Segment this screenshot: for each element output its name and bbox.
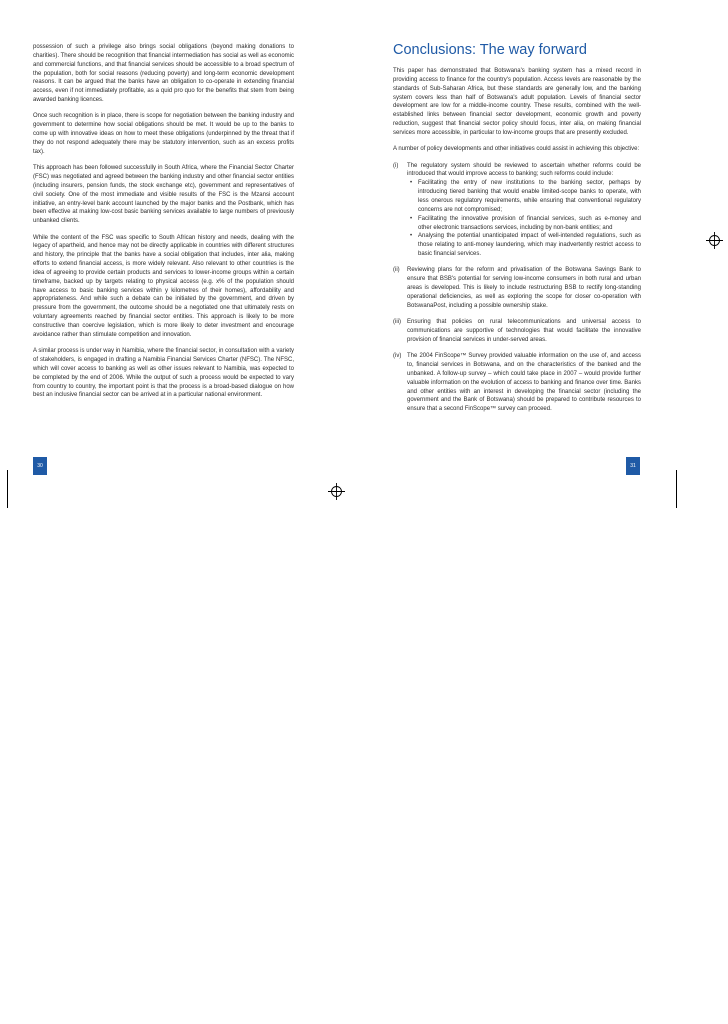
- recommendation-item: [393, 266, 641, 310]
- section-heading: Conclusions: The way forward: [393, 42, 587, 58]
- recommendation-item: [393, 318, 641, 345]
- item-text: Ensuring that policies on rural telecommunications and universal access to communications are supportive of technologies that would facilitate the innovative provision of financial services in under-served areas.: [407, 319, 641, 343]
- bullet-item: • Facilitating the entry of new institutions to the banking sector, perhaps by introducing tiered banking that would enable limited-scope banks to operate, with less onerous regulatory requirements, while ensuring that conventional regulatory concerns are not compromised;: [407, 179, 641, 214]
- crop-mark-left: [7, 470, 8, 508]
- registration-mark-bottom-icon: [328, 483, 345, 500]
- left-paragraph-3: This approach has been followed successfully in South Africa, where the Financial Sector Charter (FSC) was negotiated and agreed between the banking industry and other financial sector entities (including insurers, pension funds, the stock exchange etc), government and representatives of civil society. One of the most immediate and visible results of the FSC is the Mzansi account initiative, an entry-level bank account launched by the major banks and the Postbank, which has been effective at making low-cost basic banking services available to large numbers of previously unbanked clients.: [33, 165, 294, 225]
- page-number-left: 30: [33, 457, 47, 475]
- left-page-text: [33, 43, 294, 408]
- item-numeral: (i): [393, 162, 399, 169]
- recommendation-item: [393, 162, 641, 259]
- left-paragraph-2: Once such recognition is in place, there is scope for negotiation between the banking industry and government to determine how social obligations should be met. It would be up to the banks to come up with innovative ideas on how to meet these obligations (underpinned by the threat that if they do not respond adequately there may be statutory intervention, such as an excess profits tax).: [33, 113, 294, 155]
- bullet-item: • Analysing the potential unanticipated impact of well-intended regulations, such as those relating to anti-money laundering, which may inadvertently restrict access to basic financial services.: [407, 232, 641, 259]
- right-paragraph-1: This paper has demonstrated that Botswana's banking system has a mixed record in providing access to finance for the country's population. Access levels are reasonable by the standards of Sub-Saharan Africa, but these standards are generally low, and the banking system covers less than half of Botswana's adult population. Levels of financial sector development are low for a middle-income country. These results, combined with the well-established links between financial sector development, economic growth and poverty reduction, suggest that financial sector policy should focus, inter alia, on making financial services more accessible, in particular to low-income groups that are presently excluded.: [393, 68, 641, 136]
- page-number-right: 31: [626, 457, 640, 475]
- left-paragraph-4: While the content of the FSC was specific to South African history and needs, dealing with the legacy of apartheid, and hence may not be directly applicable in countries with different structures and history, the principle that the banks have a social obligation that includes, inter alia, making efforts to extend financial access, is more widely relevant. Also relevant to other countries is the idea of agreeing to provide certain products and services to lower-income groups within a certain timeframe, backed up by targets relating to physical access (e.g. x% of the population should have access to basic banking services within y kilometres of their homes), affordability and appropriateness. And while such a debate can be initiated by the government, and driven by pressure from the government, the outcome should be a negotiated one that ultimately rests on voluntary agreements reached by financial sector entities. This approach is likely to be more constructive than coercive legislation, which is more likely to deter investment and encourage avoidance rather than stimulate competition and innovation.: [33, 234, 294, 338]
- right-page-text: [393, 67, 641, 422]
- bullet-list: [407, 179, 641, 259]
- right-paragraph-2: A number of policy developments and other initiatives could assist in achieving this objective:: [393, 146, 640, 153]
- crop-mark-right: [676, 470, 677, 508]
- item-text: The regulatory system should be reviewed to ascertain whether reforms could be introduced that would improve access to banking; such reforms could include:: [407, 162, 641, 178]
- item-text: Reviewing plans for the reform and privatisation of the Botswana Savings Bank to ensure that BSB's potential for serving low-income consumers in both rural and urban areas is developed. This is likely to include restructuring BSB to rectify long-standing operational deficiencies, as well as exploring the scope for closer co-operation with BotswanaPost, including a possible ownership stake.: [407, 267, 641, 309]
- registration-mark-right-icon: [706, 232, 723, 249]
- item-numeral: (iv): [393, 353, 402, 360]
- left-paragraph-5: A similar process is under way in Namibia, where the financial sector, in consultation with a variety of stakeholders, is engaged in drafting a Namibia Financial Services Charter (NFSC). The NFSC, which will cover access to banking as well as other issues relevant to Namibia, was expected to be completed by the end of 2006. While the output of such a process would be expected to vary from country to country, the important point is that the process is a broad-based dialogue on how best an inclusive financial sector can be arrived at in a particular national environment.: [33, 348, 294, 399]
- item-numeral: (iii): [393, 319, 401, 326]
- bullet-item: • Facilitating the innovative provision of financial services, such as e-money and other electronic transactions services, including by non-bank entities; and: [407, 215, 641, 233]
- left-paragraph-1: possession of such a privilege also brings social obligations (beyond making donations to charities). There should be recognition that financial intermediation has social as well as economic and commercial functions, and that financial services should be accessible to a broad spectrum of the population, both for social reasons (reducing poverty) and long-term economic development reasons. It can be argued that the banks have an obligation to co-operate in extending financial access, even if not immediately profitable, as a quid pro quo for the benefits that stem from being awarded banking licences.: [33, 44, 294, 104]
- recommendation-item: [393, 352, 641, 414]
- item-text: The 2004 FinScope™ Survey provided valuable information on the use of, and access to, financial services in Botswana, and on the characteristics of the banked and the unbanked. A follow-up survey – which could take place in 2007 – would provide further valuable information on the evolution of access to banking and finance over time. Banks and other entities with an interest in developing the financial sector (including the government and the Bank of Botswana) should be prepared to contribute resources to ensure that a second FinScope™ survey can proceed.: [407, 353, 641, 413]
- item-numeral: (ii): [393, 267, 400, 274]
